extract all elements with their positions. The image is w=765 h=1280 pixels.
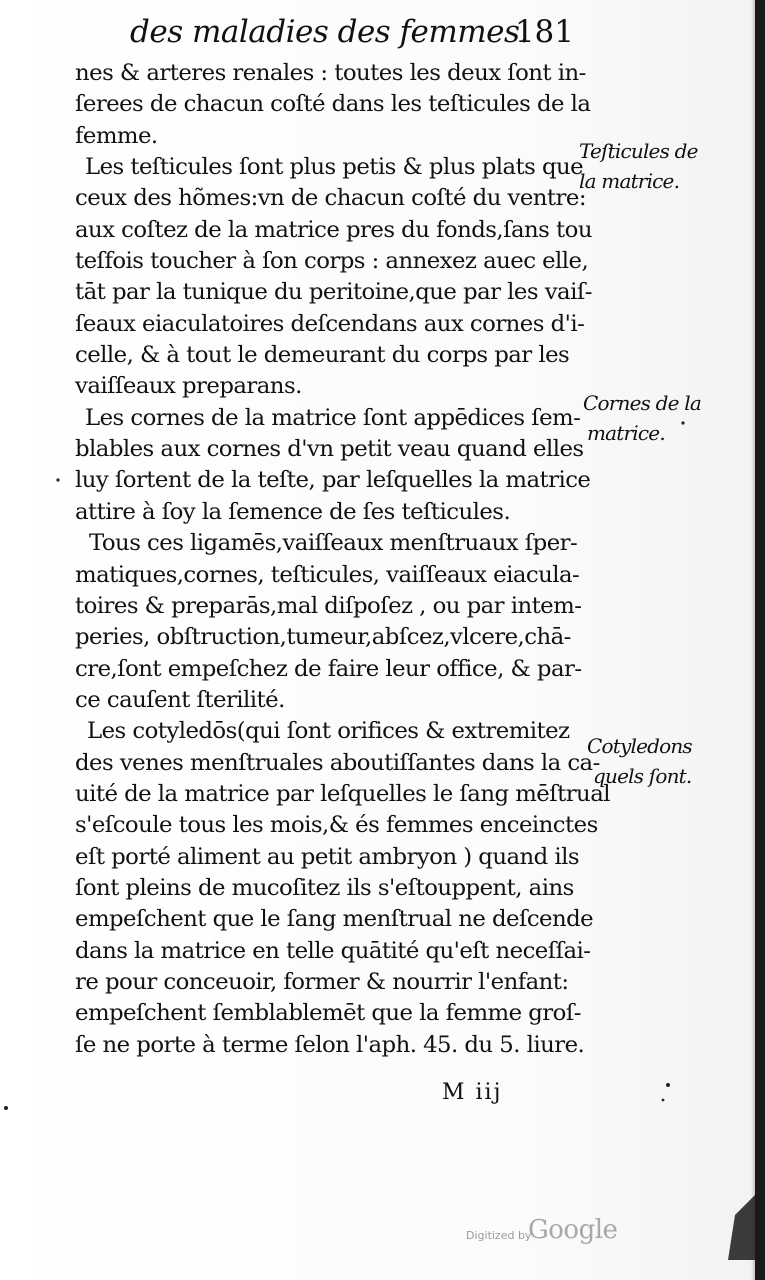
text-line: toires & preparās,mal diſpoſez , ou par intem- xyxy=(75,592,582,619)
text-line: empeſchent ſemblablemēt que la femme groſ- xyxy=(75,1000,581,1027)
text-line: femme. xyxy=(75,122,158,149)
text-line: cre,ſont empeſchez de faire leur office, & par- xyxy=(75,655,582,682)
text-line: Les teſticules ſont plus petis & plus plats que xyxy=(85,154,584,181)
digitized-by-label: Digitized by xyxy=(466,1229,532,1242)
text-line: ſont pleins de mucoſitez ils s'eſtouppent, ains xyxy=(75,874,574,901)
text-line: ſeaux eiaculatoires deſcendans aux cornes d'i- xyxy=(75,310,585,337)
text-line: ſerees de chacun coſté dans les teſticules de la xyxy=(75,91,591,118)
text-line: s'eſcoule tous les mois,& és femmes enceinctes xyxy=(75,812,598,839)
text-line: eſt porté aliment au petit ambryon ) quand ils xyxy=(75,843,580,870)
text-line: empeſchent que le ſang menſtrual ne deſcende xyxy=(75,906,594,933)
text-line: dans la matrice en telle quātité qu'eſt neceſſai- xyxy=(75,937,591,964)
text-line: peries, obſtruction,tumeur,abſcez,vlcere,chā- xyxy=(75,624,571,651)
text-line: re pour conceuoir, former & nourrir l'enfant: xyxy=(75,968,569,995)
google-watermark: Google xyxy=(528,1215,618,1245)
margin-note-line: matrice. xyxy=(587,421,665,445)
text-line: ce cauſent ſterilité. xyxy=(75,686,285,713)
text-line: uité de la matrice par leſquelles le ſang mēſtrual xyxy=(75,780,610,807)
text-line: blables aux cornes d'vn petit veau quand elles xyxy=(75,436,584,463)
text-line: vaiſſeaux preparans. xyxy=(75,373,302,400)
text-line: celle, & à tout le demeurant du corps par les xyxy=(75,342,570,369)
margin-note-line: Cotyledons xyxy=(587,734,692,758)
page-number: 181 xyxy=(514,14,574,50)
margin-note-line: quels ſont. xyxy=(593,764,692,788)
text-line: attire à ſoy la ſemence de ſes teſticules. xyxy=(75,498,511,525)
text-line: nes & arteres renales : toutes les deux ſont in- xyxy=(75,60,586,86)
margin-note-line: Teſticules de xyxy=(579,139,698,163)
text-line: tāt par la tunique du peritoine,que par les vaiſ- xyxy=(75,279,592,306)
text-line: ceux des hõmes:vn de chacun coſté du ventre: xyxy=(75,185,586,212)
margin-note-line: la matrice. xyxy=(579,169,680,193)
text-line: des venes menſtruales aboutiſſantes dans la ca- xyxy=(75,749,600,776)
text-line: Tous ces ligamēs,vaiſſeaux menſtruaux ſper- xyxy=(89,530,578,557)
text-line: teſfois toucher à ſon corps : annexez auec elle, xyxy=(75,248,589,275)
margin-note-line: Cornes de la xyxy=(583,391,701,415)
text-line: matiques,cornes, teſticules, vaiſſeaux eiacula- xyxy=(75,561,580,588)
text-line: Les cornes de la matrice ſont appēdices ſem- xyxy=(85,404,581,431)
signature-mark: M iij xyxy=(442,1080,503,1105)
running-title: des maladies des femmes. xyxy=(130,14,529,50)
text-line: aux coſtez de la matrice pres du fonds,ſans tou xyxy=(75,216,592,243)
text-line: luy ſortent de la teſte, par leſquelles la matrice xyxy=(75,467,591,494)
text-line: Les cotyledōs(qui ſont orifices & extremitez xyxy=(87,718,570,745)
text-line: ſe ne porte à terme ſelon l'aph. 45. du 5. liure. xyxy=(75,1031,585,1058)
